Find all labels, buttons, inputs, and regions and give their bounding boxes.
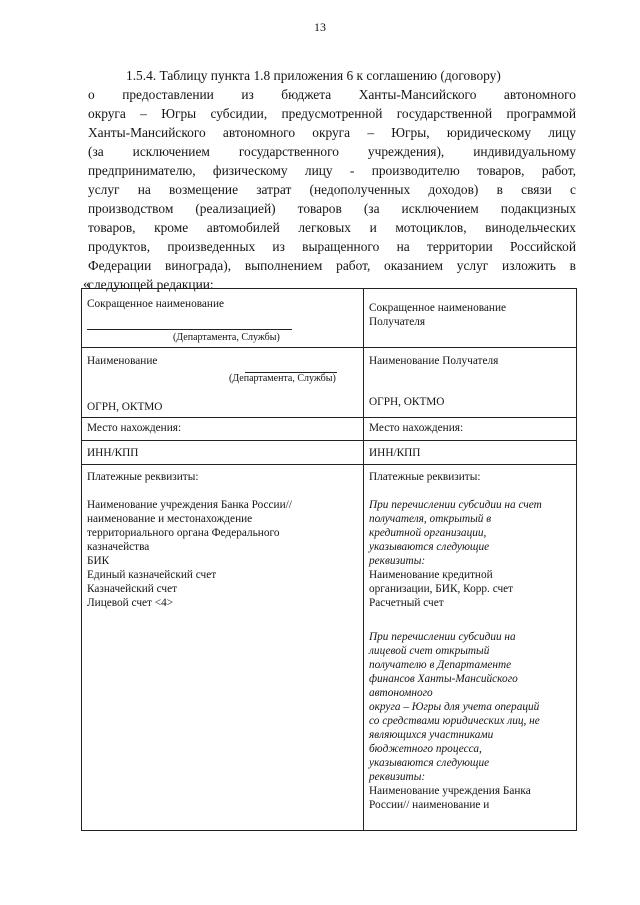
- treasury-account-instruction: получателю в Департаменте: [369, 659, 512, 671]
- treasury-detail-line: Наименование учреждения Банка: [369, 785, 531, 797]
- recipient-payment-details-title: Платежные реквизиты:: [369, 471, 481, 483]
- treasury-account-instruction: автономного: [369, 687, 433, 699]
- payment-detail-line: казначейства: [87, 541, 150, 553]
- table-row: [82, 418, 577, 441]
- treasury-account-instruction: округа – Югры для учета операций: [369, 701, 540, 713]
- bank-account-instruction: реквизиты:: [369, 555, 426, 567]
- fill-line: [245, 364, 337, 373]
- recipient-inn-kpp-label: ИНН/КПП: [369, 447, 421, 459]
- page-number: 13: [314, 20, 326, 34]
- paragraph-line: (за исключением государственного учреждения), индивидуальному: [88, 144, 576, 159]
- treasury-account-instruction: со средствами юридических лиц, не: [369, 715, 540, 727]
- bank-account-instruction: указываются следующие: [369, 541, 490, 553]
- table-cell: [364, 289, 577, 348]
- bank-account-instruction: кредитной организации,: [369, 527, 487, 539]
- bank-detail-line: Расчетный счет: [369, 597, 444, 609]
- short-name-label: Сокращенное наименование: [87, 298, 225, 310]
- recipient-short-name-line: Получателя: [369, 316, 426, 328]
- treasury-account-instruction: реквизиты:: [369, 771, 426, 783]
- payment-detail-line: Казначейский счет: [87, 583, 178, 595]
- ogrn-oktmo-label: ОГРН, ОКТМО: [87, 401, 163, 413]
- table-cell: [364, 418, 577, 441]
- table-cell: [82, 465, 364, 831]
- paragraph-line: предпринимателю, физическому лицу - производителю товаров, работ,: [88, 163, 576, 178]
- bank-detail-line: Наименование кредитной: [369, 569, 493, 581]
- payment-detail-line: БИК: [87, 555, 110, 567]
- treasury-account-instruction: бюджетного процесса,: [369, 743, 482, 755]
- payment-detail-line: территориального органа Федерального: [87, 527, 280, 539]
- bank-detail-line: организации, БИК, Корр. счет: [369, 583, 514, 595]
- paragraph-line: округа – Югры субсидии, предусмотренной государственной программой: [88, 106, 576, 121]
- recipient-short-name-line: Сокращенное наименование: [369, 302, 507, 314]
- department-note: (Департамента, Службы): [173, 332, 280, 343]
- paragraph-line: следующей редакции:: [88, 277, 214, 292]
- paragraph-line: о предоставлении из бюджета Ханты-Мансийского автономного: [88, 87, 576, 102]
- treasury-account-instruction: При перечислении субсидии на: [369, 631, 516, 643]
- paragraph-line: услуг на возмещение затрат (недополученных доходов) в связи с: [88, 182, 576, 197]
- treasury-account-instruction: финансов Ханты-Мансийского: [369, 673, 518, 685]
- treasury-account-instruction: лицевой счет открытый: [369, 645, 490, 657]
- table-cell: [82, 418, 364, 441]
- bank-account-instruction: При перечислении субсидии на счет: [369, 499, 542, 511]
- paragraph-line: 1.5.4. Таблицу пункта 1.8 приложения 6 к соглашению (договору): [126, 68, 501, 83]
- opening-quote: «: [83, 277, 90, 292]
- table-row: [82, 289, 577, 348]
- paragraph-line: производством (реализацией) товаров (за исключением подакцизных: [88, 201, 576, 216]
- treasury-detail-line: России// наименование и: [369, 799, 490, 811]
- paragraph-line: Федерации винограда), выполнением работ, оказанием услуг изложить в: [88, 258, 576, 273]
- inn-kpp-label: ИНН/КПП: [87, 447, 139, 459]
- table-cell: [364, 348, 577, 418]
- payment-detail-line: Лицевой счет <4>: [87, 597, 174, 609]
- table-cell: [82, 348, 364, 418]
- paragraph-line: продуктов, произведенных из выращенного на территории Российской: [88, 239, 576, 254]
- treasury-account-instruction: указываются следующие: [369, 757, 490, 769]
- table-row: [82, 348, 577, 418]
- payment-detail-line: Единый казначейский счет: [87, 569, 217, 581]
- payment-details-title: Платежные реквизиты:: [87, 471, 199, 483]
- requisites-table: [81, 288, 577, 831]
- fill-line: [87, 321, 292, 330]
- treasury-account-instruction: являющихся участниками: [369, 729, 494, 741]
- table-row: [82, 441, 577, 465]
- paragraph-line: товаров, кроме автомобилей легковых и мотоциклов, винодельческих: [88, 220, 576, 235]
- body-paragraph: [88, 66, 576, 294]
- table-row: [82, 465, 577, 831]
- bank-account-instruction: получателя, открытый в: [369, 513, 492, 525]
- payment-detail-line: Наименование учреждения Банка России//: [87, 499, 292, 511]
- name-label: Наименование: [87, 355, 158, 367]
- table-cell: [82, 289, 364, 348]
- table-cell: [364, 441, 577, 465]
- recipient-location-label: Место нахождения:: [369, 422, 464, 434]
- table-cell: [82, 441, 364, 465]
- department-note: (Департамента, Службы): [229, 373, 336, 384]
- recipient-ogrn-oktmo-label: ОГРН, ОКТМО: [369, 396, 445, 408]
- paragraph-line: Ханты-Мансийского автономного округа – Югры, юридическому лицу: [88, 125, 576, 140]
- payment-detail-line: наименование и местонахождение: [87, 513, 253, 525]
- table-cell: [364, 465, 577, 831]
- location-label: Место нахождения:: [87, 422, 182, 434]
- recipient-name-label: Наименование Получателя: [369, 355, 499, 367]
